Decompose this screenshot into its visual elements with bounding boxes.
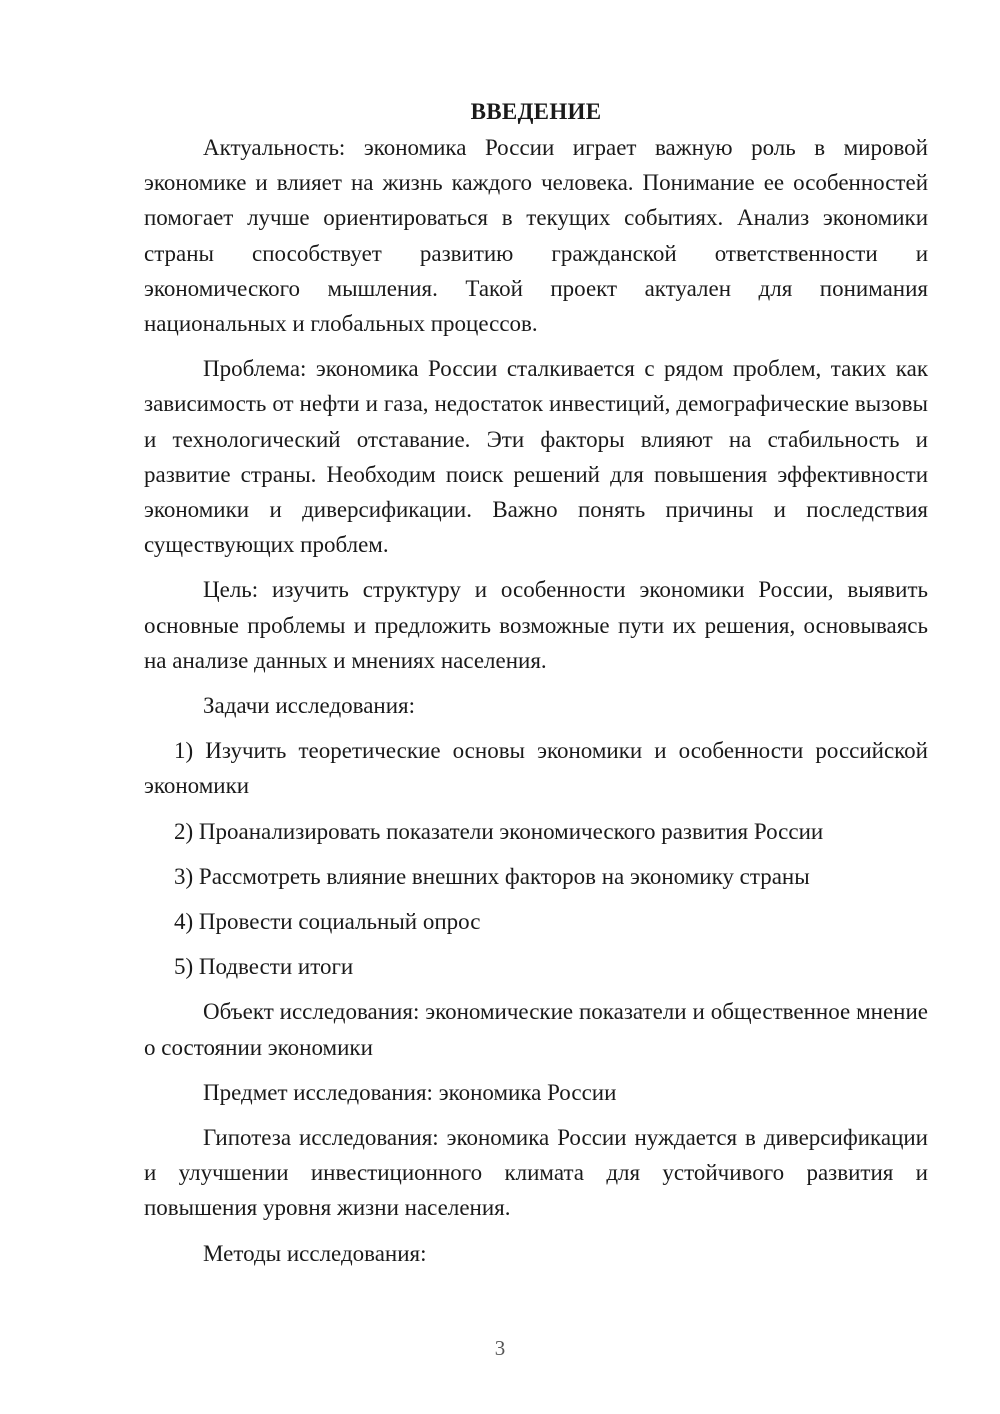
task-item: 3) Рассмотреть влияние внешних факторов на экономику страны bbox=[174, 863, 810, 889]
relevance-paragraph: Актуальность: экономика России играет важную роль в мировой экономике и влияет на жизнь каждого человека. Понимание ее особенностей помогает лучше ориентироваться в текущих событиях. Анализ экономики страны способствует развитию гражданской ответственности и экономического мышления. Такой проект актуален для понимания национальных и глобальных процессов. bbox=[144, 135, 928, 337]
problem-paragraph: Проблема: экономика России сталкивается с рядом проблем, таких как зависимость от нефти и газа, недостаток инвестиций, демографические вызовы и технологический отставание. Эти факторы влияют на стабильность и развитие страны. Необходим поиск решений для повышения эффективности экономики и диверсификации. Важно понять причины и последствия существующих проблем. bbox=[144, 356, 928, 558]
object-paragraph: Объект исследования: экономические показатели и общественное мнение о состоянии экономики bbox=[144, 999, 928, 1060]
document-page bbox=[144, 96, 928, 1271]
methods-paragraph: Методы исследования: bbox=[203, 1240, 427, 1266]
subject-paragraph: Предмет исследования: экономика России bbox=[203, 1079, 617, 1105]
page-title: ВВЕДЕНИЕ bbox=[470, 99, 602, 124]
task-item: 4) Провести социальный опрос bbox=[174, 909, 481, 935]
task-item: 2) Проанализировать показатели экономического развития России bbox=[174, 818, 824, 844]
tasks-heading: Задачи исследования: bbox=[203, 693, 416, 719]
goal-paragraph: Цель: изучить структуру и особенности экономики России, выявить основные проблемы и предложить возможные пути их решения, основываясь на анализе данных и мнениях населения. bbox=[144, 577, 928, 673]
task-item: 5) Подвести итоги bbox=[174, 954, 354, 980]
page-number: 3 bbox=[494, 1336, 506, 1360]
task-item: 1) Изучить теоретические основы экономики и особенности российской экономики bbox=[144, 738, 928, 799]
tasks-list bbox=[144, 733, 928, 984]
hypothesis-paragraph: Гипотеза исследования: экономика России нуждается в диверсификации и улучшении инвестиционного климата для устойчивого развития и повышения уровня жизни населения. bbox=[144, 1125, 928, 1221]
